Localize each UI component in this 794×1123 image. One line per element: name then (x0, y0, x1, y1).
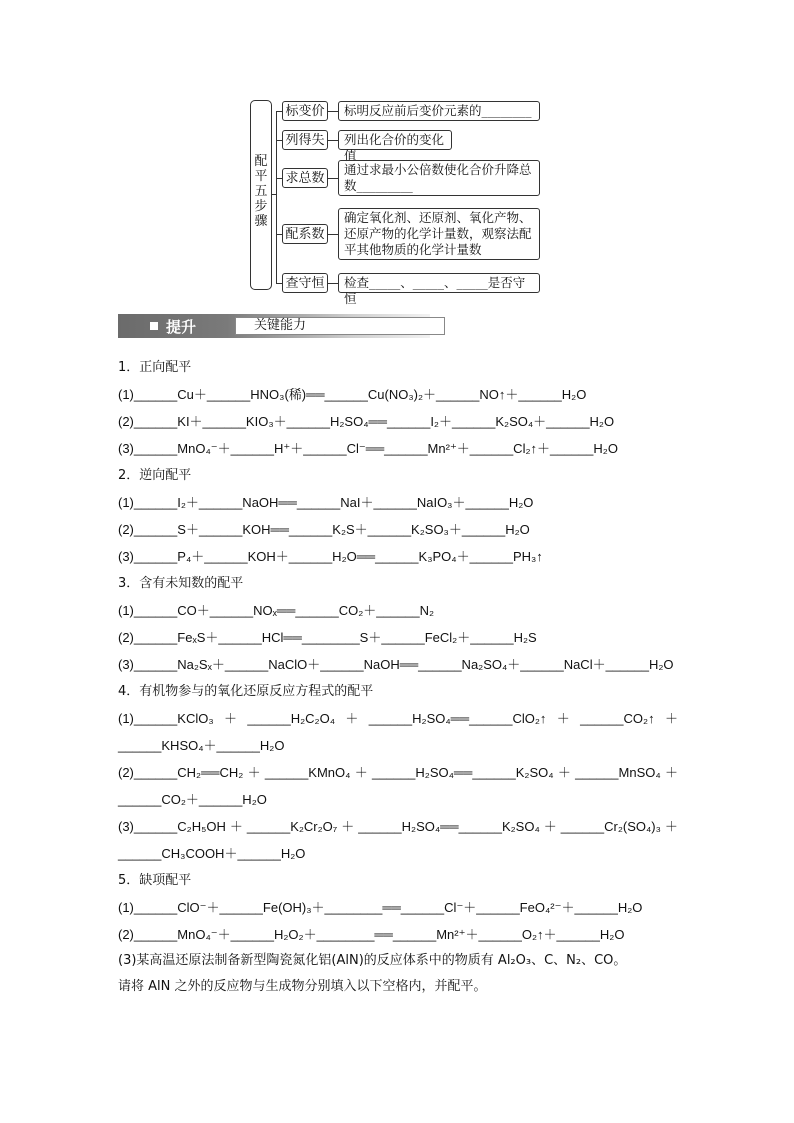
equation-2-1: (1)______I₂＋______NaOH══______NaI＋______NaIO₃＋______H₂O (118, 495, 534, 510)
equation-1-1: (1)______Cu＋______HNO₃(稀)══______Cu(NO₃)₂＋______NO↑＋______H₂O (118, 387, 587, 402)
equation-3-2: (2)______FeₓS＋______HCl══________S＋______FeCl₂＋______H₂S (118, 630, 537, 645)
equation-1-3: (3)______MnO₄⁻＋______H⁺＋______Cl⁻══______Mn²⁺＋______Cl₂↑＋______H₂O (118, 441, 618, 456)
link-1 (328, 111, 338, 112)
plus-sign: ＋ (664, 765, 678, 780)
equation-1-2: (2)______KI＋______KIO₃＋______H₂SO₄══______I₂＋______K₂SO₄＋______H₂O (118, 414, 615, 429)
step-desc-2: 列出化合价的变化值 (338, 130, 452, 150)
equation-5-1: (1)______ClO⁻＋______Fe(OH)₃＋________══______Cl⁻＋______FeO₄²⁻＋______H₂O (118, 900, 643, 915)
plus-sign: ＋ (341, 819, 355, 834)
equation-2-3: (3)______P₄＋______KOH＋______H₂O══______K₃PO₄＋______PH₃↑ (118, 549, 543, 564)
equation-4-1b: ______KHSO₄＋______H₂O (118, 738, 285, 753)
heading-5: 5．缺项配平 (118, 873, 192, 888)
term: (3)______C₂H₅OH (118, 819, 226, 834)
step-label-1: 标变价 (282, 101, 328, 121)
link-3 (328, 178, 338, 179)
link-5 (328, 283, 338, 284)
equation-4-1a (118, 705, 678, 732)
plus-sign: ＋ (229, 819, 243, 834)
plus-sign: ＋ (345, 711, 359, 726)
heading-1: 1．正向配平 (118, 360, 192, 375)
step-label-2: 列得失 (282, 130, 328, 150)
square-bullet-icon (150, 322, 158, 330)
section-subtitle: 关键能力 (235, 317, 445, 335)
term: ______KMnO₄ (264, 765, 351, 780)
term: ______K₂Cr₂O₇ (246, 819, 338, 834)
equation-4-2b: ______CO₂＋______H₂O (118, 792, 267, 807)
equation-2-2: (2)______S＋______KOH══______K₂S＋______K₂SO₃＋______H₂O (118, 522, 530, 537)
term: ______CO₂↑ (580, 711, 655, 726)
connector-vertical (276, 111, 277, 283)
step-label-4: 配系数 (282, 224, 328, 244)
term: ______H₂SO₄══______K₂SO₄ (358, 819, 540, 834)
heading-2: 2．逆向配平 (118, 468, 192, 483)
heading-4: 4．有机物参与的氧化还原反应方程式的配平 (118, 684, 374, 699)
equation-5-2: (2)______MnO₄⁻＋______H₂O₂＋________══______Mn²⁺＋______O₂↑＋______H₂O (118, 927, 625, 942)
term: (1)______KClO₃ (118, 711, 214, 726)
equation-4-3b: ______CH₃COOH＋______H₂O (118, 846, 306, 861)
equation-3-1: (1)______CO＋______NOₓ══______CO₂＋______N₂ (118, 603, 435, 618)
step-desc-3: 通过求最小公倍数使化合价升降总数_________ (338, 160, 540, 196)
equation-4-2a (118, 759, 678, 786)
step-desc-5: 检查_____、_____、_____是否守恒 (338, 273, 540, 293)
plus-sign: ＋ (664, 711, 678, 726)
section-header-bar (118, 314, 430, 338)
term: ______H₂SO₄══______K₂SO₄ (372, 765, 554, 780)
diagram-title: 配平五步骤 (254, 154, 268, 229)
plus-sign: ＋ (557, 765, 571, 780)
section-title: 提升 (166, 318, 197, 336)
plus-sign: ＋ (543, 819, 557, 834)
term: (2)______CH₂══CH₂ (118, 765, 244, 780)
equation-4-3a (118, 813, 678, 840)
link-2 (328, 140, 338, 141)
term: ______MnSO₄ (575, 765, 661, 780)
plus-sign: ＋ (223, 711, 237, 726)
plus-sign: ＋ (247, 765, 261, 780)
step-label-5: 查守恒 (282, 273, 328, 293)
plus-sign: ＋ (556, 711, 570, 726)
term: ______H₂SO₄══______ClO₂↑ (368, 711, 547, 726)
step-desc-4: 确定氧化剂、还原剂、氧化产物、还原产物的化学计量数，观察法配平其他物质的化学计量数 (338, 208, 540, 260)
question-5-3-instruction: 请将 AlN 之外的反应物与生成物分别填入以下空格内，并配平。 (118, 979, 487, 994)
equation-3-3: (3)______Na₂Sₓ＋______NaClO＋______NaOH══______Na₂SO₄＋______NaCl＋______H₂O (118, 657, 674, 672)
plus-sign: ＋ (354, 765, 368, 780)
connector-stub (272, 194, 276, 195)
plus-sign: ＋ (664, 819, 678, 834)
step-desc-1: 标明反应前后变价元素的________ (338, 101, 540, 121)
link-4 (328, 234, 338, 235)
heading-3: 3．含有未知数的配平 (118, 576, 244, 591)
exercise-content (118, 354, 678, 1000)
five-steps-diagram (250, 98, 550, 306)
question-5-3: (3)某高温还原法制备新型陶瓷氮化铝(AlN)的反应体系中的物质有 Al₂O₃、C、N₂、CO。 (118, 953, 627, 968)
term: ______H₂C₂O₄ (247, 711, 336, 726)
term: ______Cr₂(SO₄)₃ (560, 819, 661, 834)
step-label-3: 求总数 (282, 168, 328, 188)
